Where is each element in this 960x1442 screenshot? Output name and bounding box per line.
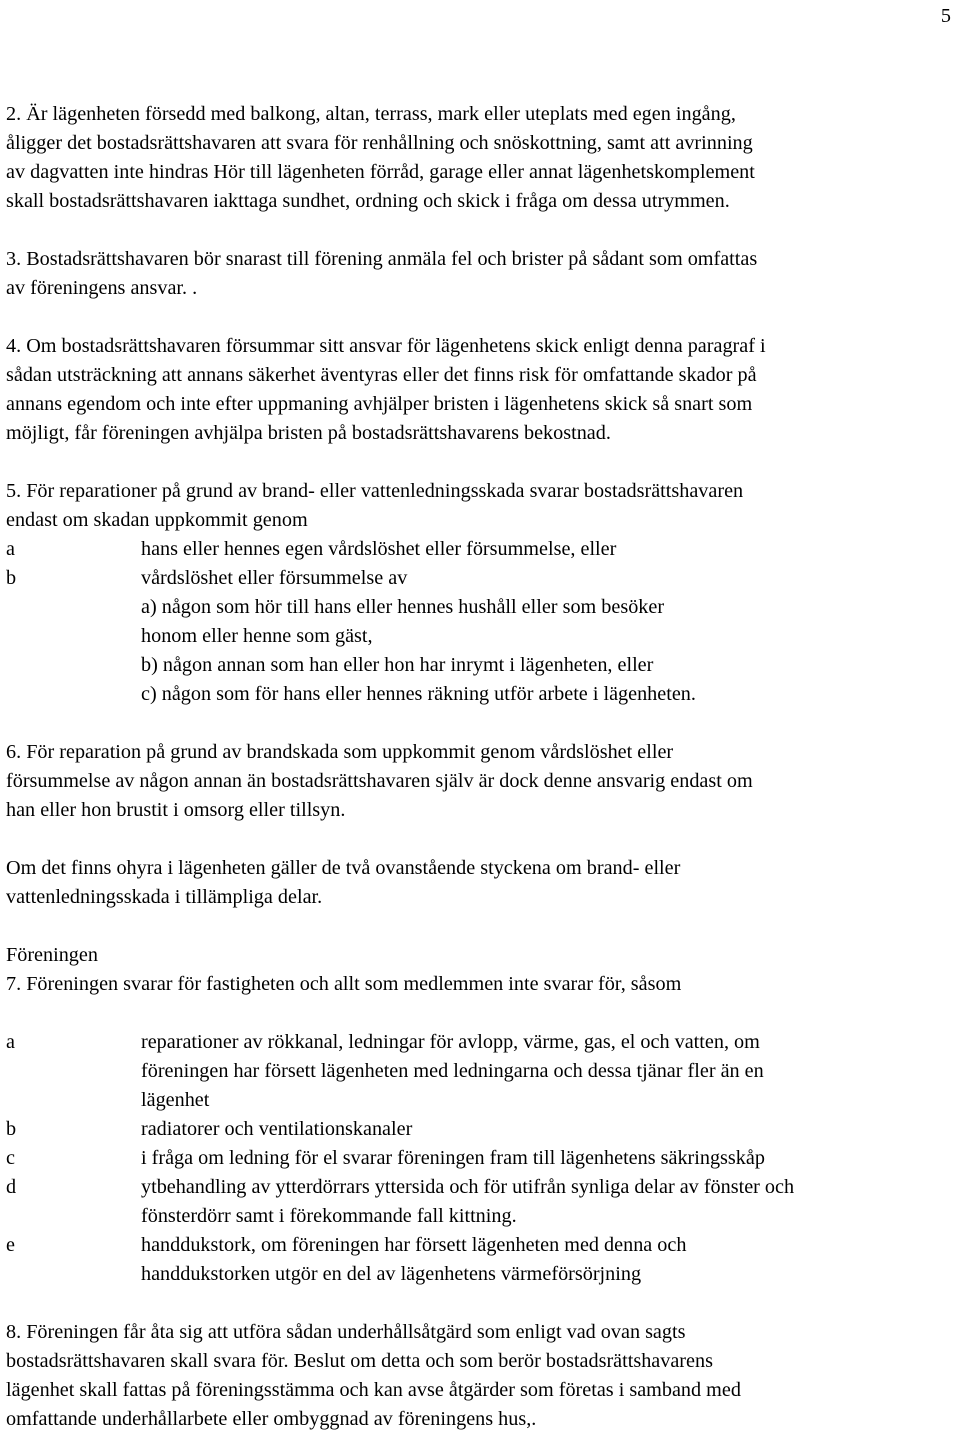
list-item-continuation: föreningen har försett lägenheten med ledningarna och dessa tjänar fler än en <box>141 1060 764 1082</box>
list-item <box>6 564 960 593</box>
list-item <box>6 1231 960 1260</box>
list-item-continuation: fönsterdörr samt i förekommande fall kittning. <box>141 1205 517 1227</box>
list-item-letter: d <box>6 1176 17 1198</box>
sub-item-line: b) någon annan som han eller hon har inrymt i lägenheten, eller <box>141 654 654 676</box>
paragraph-gap <box>6 825 960 854</box>
section-heading: Föreningen <box>6 944 98 966</box>
text-line: vattenledningsskada i tillämpliga delar. <box>6 886 323 908</box>
list-item <box>6 1144 960 1173</box>
list-item-text: handdukstork, om föreningen har försett lägenheten med denna och <box>141 1234 687 1256</box>
paragraph-gap <box>6 303 960 332</box>
text-line: 4. Om bostadsrättshavaren försummar sitt ansvar för lägenhetens skick enligt denna paragraf i <box>6 335 766 357</box>
paragraph-gap <box>6 448 960 477</box>
text-line: försummelse av någon annan än bostadsrättshavaren själv är dock denne ansvarig endast om <box>6 770 753 792</box>
sub-item-line: c) någon som för hans eller hennes räkning utför arbete i lägenheten. <box>141 683 696 705</box>
text-line: skall bostadsrättshavaren iakttaga sundhet, ordning och skick i fråga om dessa utrymmen. <box>6 190 730 212</box>
text-line: lägenhet skall fattas på föreningsstämma och kan avse åtgärder som företas i samband med <box>6 1379 741 1401</box>
paragraph-gap <box>6 709 960 738</box>
text-line: han eller hon brustit i omsorg eller tillsyn. <box>6 799 346 821</box>
paragraph-ohyra <box>6 854 960 912</box>
list-item-text: hans eller hennes egen vårdslöshet eller försummelse, eller <box>141 538 617 560</box>
list-item-letter: b <box>6 567 17 589</box>
text-line: Om det finns ohyra i lägenheten gäller de två ovanstående styckena om brand- eller <box>6 857 681 879</box>
list-item-letter: c <box>6 1147 15 1169</box>
paragraph-gap <box>6 1289 960 1318</box>
list-item-letter: e <box>6 1234 15 1256</box>
text-line: sådan utsträckning att annans säkerhet äventyras eller det finns risk för omfattande skador på <box>6 364 757 386</box>
paragraph-3 <box>6 245 960 303</box>
text-line: 3. Bostadsrättshavaren bör snarast till förening anmäla fel och brister på sådant som omfattas <box>6 248 758 270</box>
document-body <box>6 100 960 1434</box>
text-line: 6. För reparation på grund av brandskada som uppkommit genom vårdslöshet eller <box>6 741 674 763</box>
list-item <box>6 535 960 564</box>
paragraph-2 <box>6 100 960 216</box>
text-line: av föreningens ansvar. . <box>6 277 198 299</box>
list-item-text: radiatorer och ventilationskanaler <box>141 1118 413 1140</box>
text-line: 2. Är lägenheten försedd med balkong, altan, terrass, mark eller uteplats med egen ingång, <box>6 103 736 125</box>
list-item-continuation: lägenhet <box>141 1089 210 1111</box>
list-item-text: vårdslöshet eller försummelse av <box>141 567 408 589</box>
paragraph-gap <box>6 999 960 1028</box>
list-item-text: i fråga om ledning för el svarar föreningen fram till lägenhetens säkringsskåp <box>141 1147 765 1169</box>
paragraph-gap <box>6 216 960 245</box>
text-line: 8. Föreningen får åta sig att utföra sådan underhållsåtgärd som enligt vad ovan sagts <box>6 1321 686 1343</box>
list-item-text: reparationer av rökkanal, ledningar för avlopp, värme, gas, el och vatten, om <box>141 1031 760 1053</box>
sub-item-line: honom eller henne som gäst, <box>141 625 373 647</box>
text-line: åligger det bostadsrättshavaren att svara för renhållning och snöskottning, samt att avrinning <box>6 132 753 154</box>
text-line: av dagvatten inte hindras Hör till lägenheten förråd, garage eller annat lägenhetskomplement <box>6 161 755 183</box>
list-item-letter: a <box>6 1031 15 1053</box>
text-line: möjligt, får föreningen avhjälpa bristen på bostadsrättshavarens bekostnad. <box>6 422 611 444</box>
text-line: omfattande underhållarbete eller ombyggnad av föreningens hus,. <box>6 1408 537 1430</box>
paragraph-6 <box>6 738 960 825</box>
paragraph-8 <box>6 1318 960 1434</box>
list-item <box>6 1028 960 1057</box>
text-line: endast om skadan uppkommit genom <box>6 509 308 531</box>
paragraph-gap <box>6 912 960 941</box>
text-line: annans egendom och inte efter uppmaning avhjälper bristen i lägenhetens skick så snart som <box>6 393 753 415</box>
page-number: 5 <box>940 5 951 27</box>
sub-item-line: a) någon som hör till hans eller hennes hushåll eller som besöker <box>141 596 665 618</box>
list-item <box>6 1173 960 1202</box>
paragraph-5 <box>6 477 960 709</box>
paragraph-4 <box>6 332 960 448</box>
text-line: bostadsrättshavaren skall svara för. Beslut om detta och som berör bostadsrättshavarens <box>6 1350 713 1372</box>
list-item-letter: b <box>6 1118 17 1140</box>
paragraph-7-list <box>6 1028 960 1289</box>
list-item-letter: a <box>6 538 15 560</box>
text-line: 5. För reparationer på grund av brand- eller vattenledningsskada svarar bostadsrättshavaren <box>6 480 744 502</box>
text-line: 7. Föreningen svarar för fastigheten och allt som medlemmen inte svarar för, såsom <box>6 973 682 995</box>
list-item-text: ytbehandling av ytterdörrars yttersida och för utifrån synliga delar av fönster och <box>141 1176 795 1198</box>
list-item <box>6 1115 960 1144</box>
list-item-continuation: handdukstorken utgör en del av lägenhetens värmeförsörjning <box>141 1263 642 1285</box>
